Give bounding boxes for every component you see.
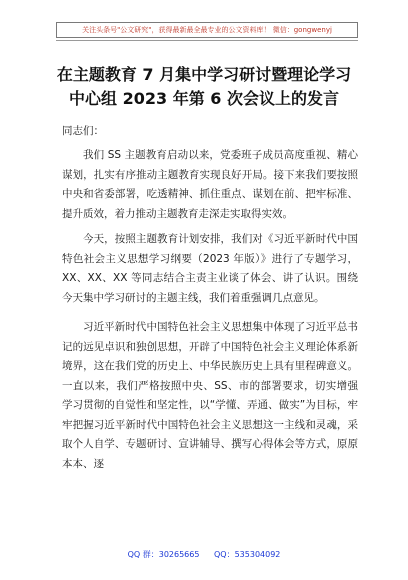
document-title <box>30 63 378 111</box>
document-body <box>62 146 358 480</box>
footer-qq-group: QQ 群：30265665 <box>127 550 200 559</box>
paragraph-1: 我们 SS 主题教育启动以来，党委班子成员高度重视、精心谋划，扎实有序推动主题教育实现良好开局。接下来我们要按照中央和省委部署，吃透精神、抓住重点、谋划在前、把牢标准、提升质效，着力推动主题教育走深走实取得实效。 <box>62 149 358 220</box>
title-line-1: 在主题教育 7 月集中学习研讨暨理论学习 <box>56 65 352 84</box>
paragraph-2: 今天，按照主题教育计划安排，我们对《习近平新时代中国特色社会主义思想学习纲要（2023 年版）》进行了专题学习，XX、XX、XX 等同志结合主责主业谈了体会、讲了认识。围绕今天集中学习研讨的主题主线，我们着重强调几点意见。 <box>62 233 358 304</box>
title-line-2: 中心组 2023 年第 6 次会议上的发言 <box>69 89 339 108</box>
salutation: 同志们： <box>62 125 104 137</box>
footer-qq: QQ：535304092 <box>214 550 281 559</box>
header-divider <box>56 40 358 41</box>
header-banner: 关注头条号"公文研究"，获得最新最全最专业的公文资料库！ 微信：gongwenyj <box>56 22 358 38</box>
footer-contact <box>0 549 408 560</box>
paragraph-3: 习近平新时代中国特色社会主义思想集中体现了习近平总书记的远见卓识和独创思想，开辟了中国特色社会主义理论体系新境界，这在我们党的历史上、中华民族历史上具有里程碑意义。一直以来，我们严格按照中央、SS、市的部署要求，切实增强学习贯彻的自觉性和坚定性，以“学懂、弄通、做实”为目标，牢牢把握习近平新时代中国特色社会主义思想这一主线和灵魂，采取个人自学、专题研讨、宣讲辅导、撰写心得体会等方式，原原本本、逐 <box>62 321 358 470</box>
